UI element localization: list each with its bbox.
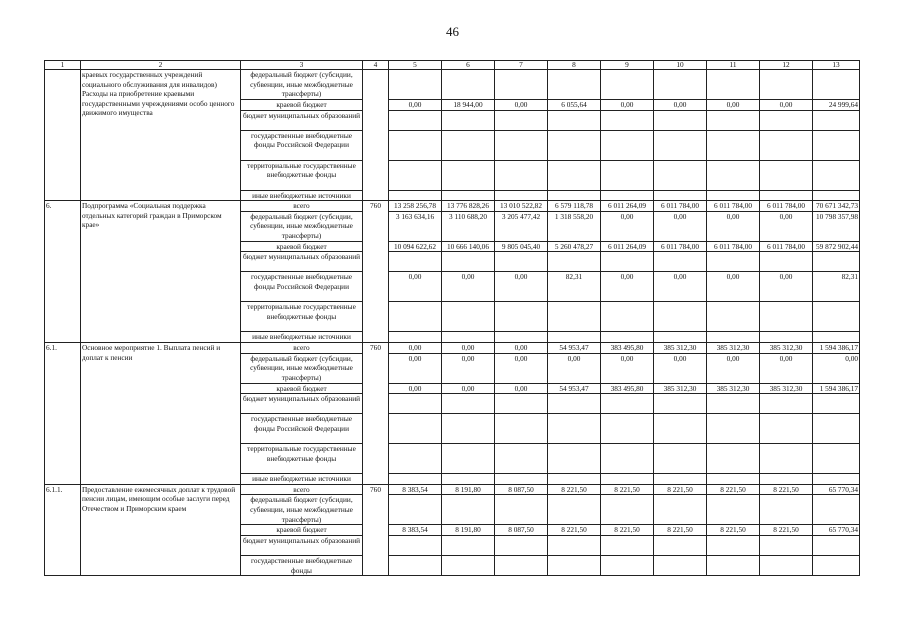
value-cell: 0,00: [389, 272, 442, 302]
value-cell: [389, 332, 442, 343]
funding-source: иные внебюджетные источники: [241, 474, 363, 485]
value-cell: [654, 252, 707, 272]
value-cell: 0,00: [548, 353, 601, 383]
value-cell: [389, 190, 442, 201]
value-cell: [389, 394, 442, 414]
value-cell: [442, 252, 495, 272]
value-cell: [707, 495, 760, 525]
total-cell: [813, 252, 860, 272]
value-cell: 13 776 828,26: [442, 201, 495, 212]
value-cell: 6 011 784,00: [654, 241, 707, 252]
total-cell: 59 872 902,44: [813, 241, 860, 252]
value-cell: [442, 474, 495, 485]
value-cell: [601, 535, 654, 555]
total-cell: [813, 190, 860, 201]
value-cell: 6 011 784,00: [760, 241, 813, 252]
table-row: [45, 484, 860, 495]
value-cell: 0,00: [601, 211, 654, 241]
value-cell: 8 221,50: [654, 525, 707, 536]
value-cell: 0,00: [760, 100, 813, 111]
value-cell: [548, 160, 601, 190]
total-cell: [813, 444, 860, 474]
value-cell: [707, 110, 760, 130]
value-cell: [707, 160, 760, 190]
value-cell: 0,00: [495, 342, 548, 353]
row-number: 6.1.: [45, 342, 81, 484]
value-cell: 8 087,50: [495, 484, 548, 495]
value-cell: [760, 394, 813, 414]
value-cell: 0,00: [760, 272, 813, 302]
row-number: 6.: [45, 201, 81, 343]
funding-source: бюджет муниципальных образований: [241, 252, 363, 272]
value-cell: 385 312,30: [654, 383, 707, 394]
funding-source: государственные внебюджетные фонды Российской Федерации: [241, 414, 363, 444]
funding-source: федеральный бюджет (субсидии, субвенции, иные межбюджетные трансферты): [241, 70, 363, 100]
total-cell: 65 770,34: [813, 525, 860, 536]
value-cell: [601, 302, 654, 332]
budget-code: 760: [363, 342, 389, 484]
value-cell: 6 579 118,78: [548, 201, 601, 212]
value-cell: [389, 535, 442, 555]
value-cell: [495, 474, 548, 485]
value-cell: [495, 394, 548, 414]
value-cell: 385 312,30: [707, 383, 760, 394]
value-cell: [707, 70, 760, 100]
total-cell: [813, 332, 860, 343]
funding-source: всего: [241, 484, 363, 495]
value-cell: 0,00: [495, 272, 548, 302]
column-header: 7: [495, 61, 548, 70]
total-cell: 1 594 386,17: [813, 342, 860, 353]
value-cell: [760, 555, 813, 575]
column-header: 2: [81, 61, 241, 70]
value-cell: [654, 444, 707, 474]
value-cell: [389, 130, 442, 160]
value-cell: [548, 474, 601, 485]
column-header: 13: [813, 61, 860, 70]
value-cell: [495, 444, 548, 474]
value-cell: [548, 414, 601, 444]
table-row: [45, 70, 860, 100]
funding-source: территориальные государственные внебюджетные фонды: [241, 302, 363, 332]
value-cell: [707, 444, 760, 474]
value-cell: 8 221,50: [601, 484, 654, 495]
value-cell: [442, 535, 495, 555]
total-cell: [813, 535, 860, 555]
value-cell: [654, 555, 707, 575]
value-cell: [601, 70, 654, 100]
value-cell: [442, 414, 495, 444]
value-cell: 8 221,50: [707, 484, 760, 495]
value-cell: [389, 474, 442, 485]
value-cell: 8 087,50: [495, 525, 548, 536]
value-cell: 383 495,80: [601, 383, 654, 394]
value-cell: [601, 110, 654, 130]
value-cell: [389, 444, 442, 474]
value-cell: 383 495,80: [601, 342, 654, 353]
value-cell: [548, 302, 601, 332]
value-cell: 0,00: [495, 100, 548, 111]
value-cell: 0,00: [442, 342, 495, 353]
funding-source: краевой бюджет: [241, 241, 363, 252]
total-cell: 0,00: [813, 353, 860, 383]
funding-source: бюджет муниципальных образований: [241, 535, 363, 555]
value-cell: 6 011 784,00: [654, 201, 707, 212]
funding-source: территориальные государственные внебюджетные фонды: [241, 444, 363, 474]
column-header: 10: [654, 61, 707, 70]
table-row: [45, 342, 860, 353]
value-cell: 6 011 264,09: [601, 241, 654, 252]
column-header: 6: [442, 61, 495, 70]
value-cell: [654, 394, 707, 414]
value-cell: [760, 160, 813, 190]
value-cell: [707, 252, 760, 272]
total-cell: 82,31: [813, 272, 860, 302]
funding-source: государственные внебюджетные фонды Российской Федерации: [241, 130, 363, 160]
value-cell: [601, 444, 654, 474]
total-cell: 24 999,64: [813, 100, 860, 111]
funding-source: бюджет муниципальных образований: [241, 394, 363, 414]
value-cell: 8 383,54: [389, 484, 442, 495]
funding-source: краевой бюджет: [241, 100, 363, 111]
program-title: Предоставление ежемесячных доплат к трудовой пенсии лицам, имеющим особые заслуги перед Отечеством и Приморским краем: [81, 484, 241, 575]
value-cell: [495, 70, 548, 100]
funding-source: всего: [241, 342, 363, 353]
value-cell: 1 318 558,20: [548, 211, 601, 241]
column-header: 4: [363, 61, 389, 70]
value-cell: [442, 302, 495, 332]
value-cell: [707, 535, 760, 555]
value-cell: [760, 414, 813, 444]
value-cell: 0,00: [442, 383, 495, 394]
value-cell: [707, 474, 760, 485]
total-cell: [813, 130, 860, 160]
value-cell: [442, 444, 495, 474]
value-cell: [760, 495, 813, 525]
value-cell: 0,00: [389, 100, 442, 111]
funding-source: территориальные государственные внебюджетные фонды: [241, 160, 363, 190]
value-cell: [654, 190, 707, 201]
total-cell: [813, 302, 860, 332]
value-cell: [548, 394, 601, 414]
value-cell: 0,00: [601, 353, 654, 383]
funding-source: бюджет муниципальных образований: [241, 110, 363, 130]
value-cell: 8 191,80: [442, 525, 495, 536]
value-cell: 0,00: [707, 272, 760, 302]
value-cell: [442, 110, 495, 130]
value-cell: [707, 414, 760, 444]
value-cell: 8 221,50: [707, 525, 760, 536]
total-cell: [813, 474, 860, 485]
column-header: 9: [601, 61, 654, 70]
value-cell: [442, 332, 495, 343]
total-cell: 1 594 386,17: [813, 383, 860, 394]
value-cell: [442, 555, 495, 575]
value-cell: [760, 444, 813, 474]
budget-table: [44, 60, 860, 576]
value-cell: 54 953,47: [548, 342, 601, 353]
value-cell: [654, 130, 707, 160]
value-cell: [389, 70, 442, 100]
value-cell: 0,00: [654, 211, 707, 241]
value-cell: 0,00: [707, 100, 760, 111]
value-cell: [760, 332, 813, 343]
total-cell: [813, 110, 860, 130]
value-cell: 8 383,54: [389, 525, 442, 536]
value-cell: 3 110 688,20: [442, 211, 495, 241]
value-cell: 385 312,30: [707, 342, 760, 353]
funding-source: федеральный бюджет (субсидии, субвенции, иные межбюджетные трансферты): [241, 211, 363, 241]
funding-source: федеральный бюджет (субсидии, субвенции, иные межбюджетные трансферты): [241, 353, 363, 383]
value-cell: [548, 535, 601, 555]
value-cell: 6 011 784,00: [707, 241, 760, 252]
value-cell: [389, 495, 442, 525]
value-cell: [548, 444, 601, 474]
column-header: 12: [760, 61, 813, 70]
value-cell: [654, 535, 707, 555]
value-cell: [548, 555, 601, 575]
total-cell: 65 770,34: [813, 484, 860, 495]
value-cell: 0,00: [442, 353, 495, 383]
value-cell: [495, 332, 548, 343]
value-cell: [548, 332, 601, 343]
column-header: 11: [707, 61, 760, 70]
value-cell: 8 221,50: [548, 525, 601, 536]
value-cell: 82,31: [548, 272, 601, 302]
value-cell: [601, 414, 654, 444]
total-cell: [813, 495, 860, 525]
funding-source: краевой бюджет: [241, 383, 363, 394]
value-cell: [495, 414, 548, 444]
value-cell: [601, 474, 654, 485]
value-cell: 10 094 622,62: [389, 241, 442, 252]
value-cell: 0,00: [707, 353, 760, 383]
value-cell: [601, 160, 654, 190]
program-title: Основное мероприятие 1. Выплата пенсий и доплат к пенсии: [81, 342, 241, 484]
value-cell: 0,00: [601, 272, 654, 302]
value-cell: [601, 252, 654, 272]
value-cell: 6 011 264,09: [601, 201, 654, 212]
value-cell: [548, 110, 601, 130]
value-cell: 13 010 522,82: [495, 201, 548, 212]
value-cell: [760, 130, 813, 160]
total-cell: [813, 70, 860, 100]
value-cell: 0,00: [654, 100, 707, 111]
funding-source: всего: [241, 201, 363, 212]
value-cell: 0,00: [654, 272, 707, 302]
value-cell: [389, 252, 442, 272]
funding-source: государственные внебюджетные фонды Российской Федерации: [241, 272, 363, 302]
value-cell: [495, 160, 548, 190]
total-cell: 10 798 357,98: [813, 211, 860, 241]
value-cell: [760, 110, 813, 130]
value-cell: [495, 302, 548, 332]
value-cell: [442, 190, 495, 201]
value-cell: [442, 70, 495, 100]
value-cell: 3 205 477,42: [495, 211, 548, 241]
value-cell: [760, 535, 813, 555]
value-cell: [707, 190, 760, 201]
value-cell: [654, 495, 707, 525]
total-cell: [813, 394, 860, 414]
budget-code: [363, 70, 389, 201]
value-cell: [707, 302, 760, 332]
budget-code: 760: [363, 201, 389, 343]
value-cell: 13 258 256,78: [389, 201, 442, 212]
value-cell: [760, 474, 813, 485]
value-cell: [495, 130, 548, 160]
column-header: 8: [548, 61, 601, 70]
value-cell: [760, 252, 813, 272]
budget-code: 760: [363, 484, 389, 575]
value-cell: 8 191,80: [442, 484, 495, 495]
value-cell: [389, 414, 442, 444]
value-cell: [548, 70, 601, 100]
value-cell: [707, 555, 760, 575]
value-cell: [495, 190, 548, 201]
program-title: краевых государственных учреждений социального обслуживания для инвалидов) Расходы на приобретение краевыми государственными учреждениями особо ценного движимого имущества: [81, 70, 241, 201]
column-header: 1: [45, 61, 81, 70]
value-cell: 0,00: [760, 211, 813, 241]
value-cell: 0,00: [654, 353, 707, 383]
value-cell: 0,00: [389, 383, 442, 394]
value-cell: 8 221,50: [760, 484, 813, 495]
value-cell: 10 666 140,06: [442, 241, 495, 252]
total-cell: [813, 555, 860, 575]
value-cell: 8 221,50: [548, 484, 601, 495]
column-header: 3: [241, 61, 363, 70]
value-cell: 0,00: [760, 353, 813, 383]
value-cell: [601, 332, 654, 343]
value-cell: 8 221,50: [654, 484, 707, 495]
value-cell: [654, 414, 707, 444]
value-cell: [760, 302, 813, 332]
value-cell: 6 011 784,00: [760, 201, 813, 212]
value-cell: [548, 252, 601, 272]
value-cell: 0,00: [442, 272, 495, 302]
funding-source: федеральный бюджет (субсидии, субвенции, иные межбюджетные трансферты): [241, 495, 363, 525]
value-cell: [442, 394, 495, 414]
value-cell: [654, 110, 707, 130]
value-cell: 0,00: [389, 353, 442, 383]
value-cell: [495, 495, 548, 525]
value-cell: [548, 130, 601, 160]
value-cell: [601, 130, 654, 160]
value-cell: [442, 495, 495, 525]
value-cell: [601, 394, 654, 414]
value-cell: [548, 190, 601, 201]
value-cell: [495, 252, 548, 272]
value-cell: 5 260 478,27: [548, 241, 601, 252]
value-cell: 0,00: [707, 211, 760, 241]
value-cell: 0,00: [389, 342, 442, 353]
column-header-row: [45, 61, 860, 70]
value-cell: [654, 70, 707, 100]
value-cell: 385 312,30: [760, 342, 813, 353]
funding-source: иные внебюджетные источники: [241, 190, 363, 201]
value-cell: 0,00: [601, 100, 654, 111]
value-cell: [654, 302, 707, 332]
value-cell: [601, 190, 654, 201]
value-cell: 6 011 784,00: [707, 201, 760, 212]
program-title: Подпрограмма «Социальная поддержка отдельных категорий граждан в Приморском крае»: [81, 201, 241, 343]
value-cell: [707, 394, 760, 414]
table-body: [45, 61, 860, 576]
funding-source: краевой бюджет: [241, 525, 363, 536]
row-number: 6.1.1.: [45, 484, 81, 575]
value-cell: [495, 555, 548, 575]
value-cell: [548, 495, 601, 525]
value-cell: [442, 130, 495, 160]
value-cell: [389, 160, 442, 190]
value-cell: [707, 332, 760, 343]
value-cell: 6 055,64: [548, 100, 601, 111]
total-cell: [813, 414, 860, 444]
value-cell: [760, 70, 813, 100]
value-cell: 8 221,50: [601, 525, 654, 536]
value-cell: 54 953,47: [548, 383, 601, 394]
value-cell: [601, 555, 654, 575]
column-header: 5: [389, 61, 442, 70]
row-number: [45, 70, 81, 201]
value-cell: 385 312,30: [654, 342, 707, 353]
value-cell: [389, 302, 442, 332]
value-cell: [389, 110, 442, 130]
funding-source: государственные внебюджетные фонды: [241, 555, 363, 575]
value-cell: [654, 474, 707, 485]
value-cell: [389, 555, 442, 575]
value-cell: 9 805 045,40: [495, 241, 548, 252]
value-cell: 385 312,30: [760, 383, 813, 394]
total-cell: 70 671 342,73: [813, 201, 860, 212]
value-cell: [760, 190, 813, 201]
value-cell: 0,00: [495, 383, 548, 394]
value-cell: 3 163 634,16: [389, 211, 442, 241]
value-cell: 0,00: [495, 353, 548, 383]
value-cell: 18 944,00: [442, 100, 495, 111]
value-cell: [495, 535, 548, 555]
value-cell: [442, 160, 495, 190]
value-cell: 8 221,50: [760, 525, 813, 536]
value-cell: [654, 160, 707, 190]
value-cell: [601, 495, 654, 525]
value-cell: [495, 110, 548, 130]
value-cell: [707, 130, 760, 160]
funding-source: иные внебюджетные источники: [241, 332, 363, 343]
total-cell: [813, 160, 860, 190]
page-number: 46: [446, 24, 459, 39]
value-cell: [654, 332, 707, 343]
table-row: [45, 201, 860, 212]
